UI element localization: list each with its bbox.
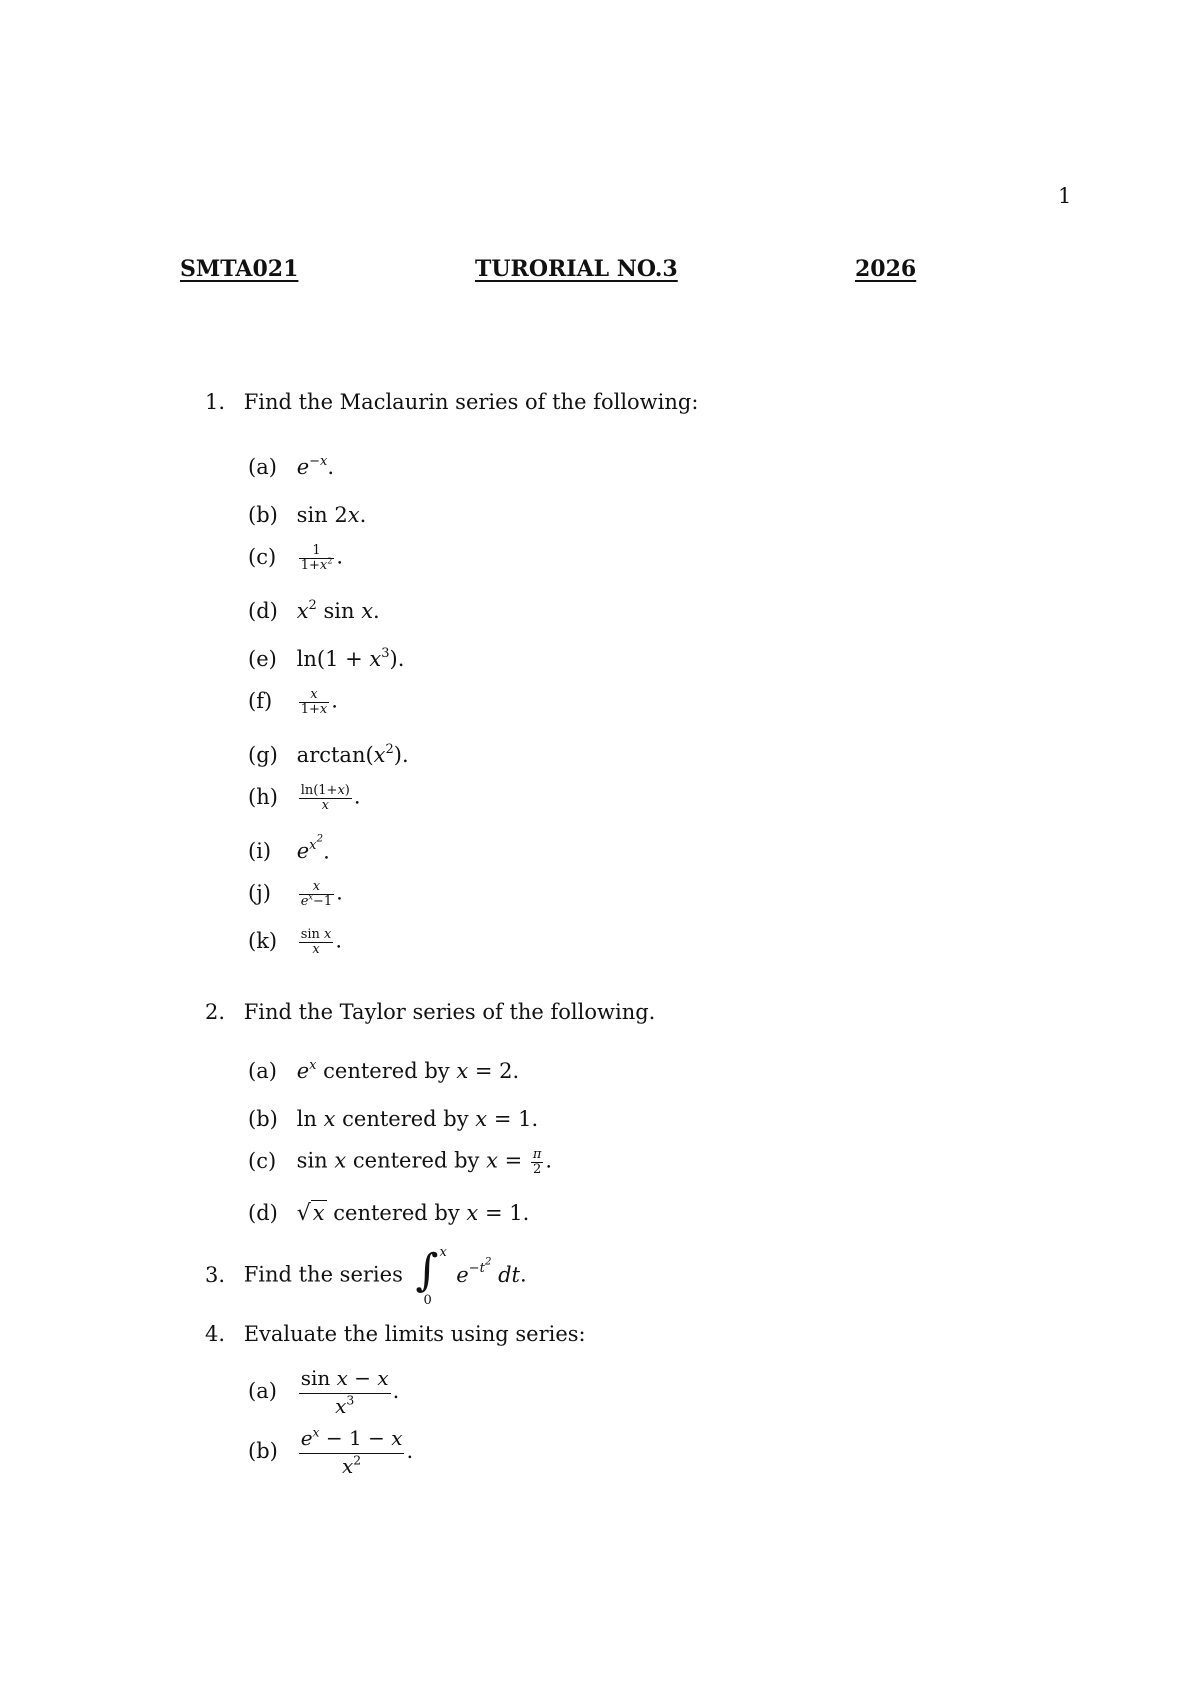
list-item: (i) $e^{x^2}$. bbox=[248, 833, 330, 864]
question-1 bbox=[205, 390, 698, 414]
list-item: (j) $\frac{x}{e^x-1}$ . bbox=[248, 879, 343, 909]
list-item: (c) $\frac{1}{1+x^2}$ . bbox=[248, 543, 344, 573]
list-item: (b) sin 2x. bbox=[248, 503, 367, 527]
question-text: Find the Maclaurin series of the following: bbox=[243, 390, 699, 414]
question-text: Find the series bbox=[243, 1262, 403, 1287]
page-number: 1 bbox=[1058, 184, 1072, 208]
question-4 bbox=[205, 1322, 586, 1346]
list-item: (h) $\frac{\ln(1+x)}{x}$ . bbox=[248, 783, 361, 813]
question-number: 1. bbox=[205, 390, 226, 414]
list-item: (a) $e^x$ centered by x = 2. bbox=[248, 1057, 520, 1083]
page-title: TURORIAL NO.3 bbox=[475, 256, 678, 282]
integral-sign: ∫ x 0 bbox=[415, 1245, 447, 1308]
question-2 bbox=[205, 1000, 655, 1024]
list-item: (c) sin x centered by x = $\frac{\pi}{2}$ . bbox=[248, 1147, 553, 1177]
list-item: (a) $e^{-x}$. bbox=[248, 453, 335, 479]
list-item: (k) $\frac{\text{sin x}}{x}$ . bbox=[248, 927, 343, 957]
list-item: (d) √x centered by x = 1. bbox=[248, 1201, 530, 1226]
list-item: (g) $\arctan(x^2)$. bbox=[248, 741, 409, 767]
course-code: SMTA021 bbox=[180, 256, 299, 282]
list-item: (f) $\frac{x}{1+x}$ . bbox=[248, 687, 338, 717]
list-item: (a) $\frac{\text{sin x − x}}{x^3}$ . bbox=[248, 1366, 400, 1418]
question-text: Find the Taylor series of the following. bbox=[243, 1000, 656, 1024]
question-number: 3. bbox=[205, 1262, 226, 1287]
page-header bbox=[180, 256, 917, 286]
list-item: (b) $\frac{e^x - 1 - x}{x^2}$ . bbox=[248, 1424, 414, 1478]
year: 2026 bbox=[855, 256, 917, 282]
list-item: (d) $x^2$ sin x. bbox=[248, 597, 380, 623]
list-item: (b) ln x centered by x = 1. bbox=[248, 1107, 539, 1131]
list-item: (e) $\ln(1 + x^3)$. bbox=[248, 645, 405, 671]
question-number: 2. bbox=[205, 1000, 226, 1024]
question-3: 3. Find the series ∫ x 0 $e^{-t^2}$ dt. bbox=[205, 1245, 527, 1308]
question-number: 4. bbox=[205, 1322, 226, 1346]
question-text: Evaluate the limits using series: bbox=[243, 1322, 586, 1346]
